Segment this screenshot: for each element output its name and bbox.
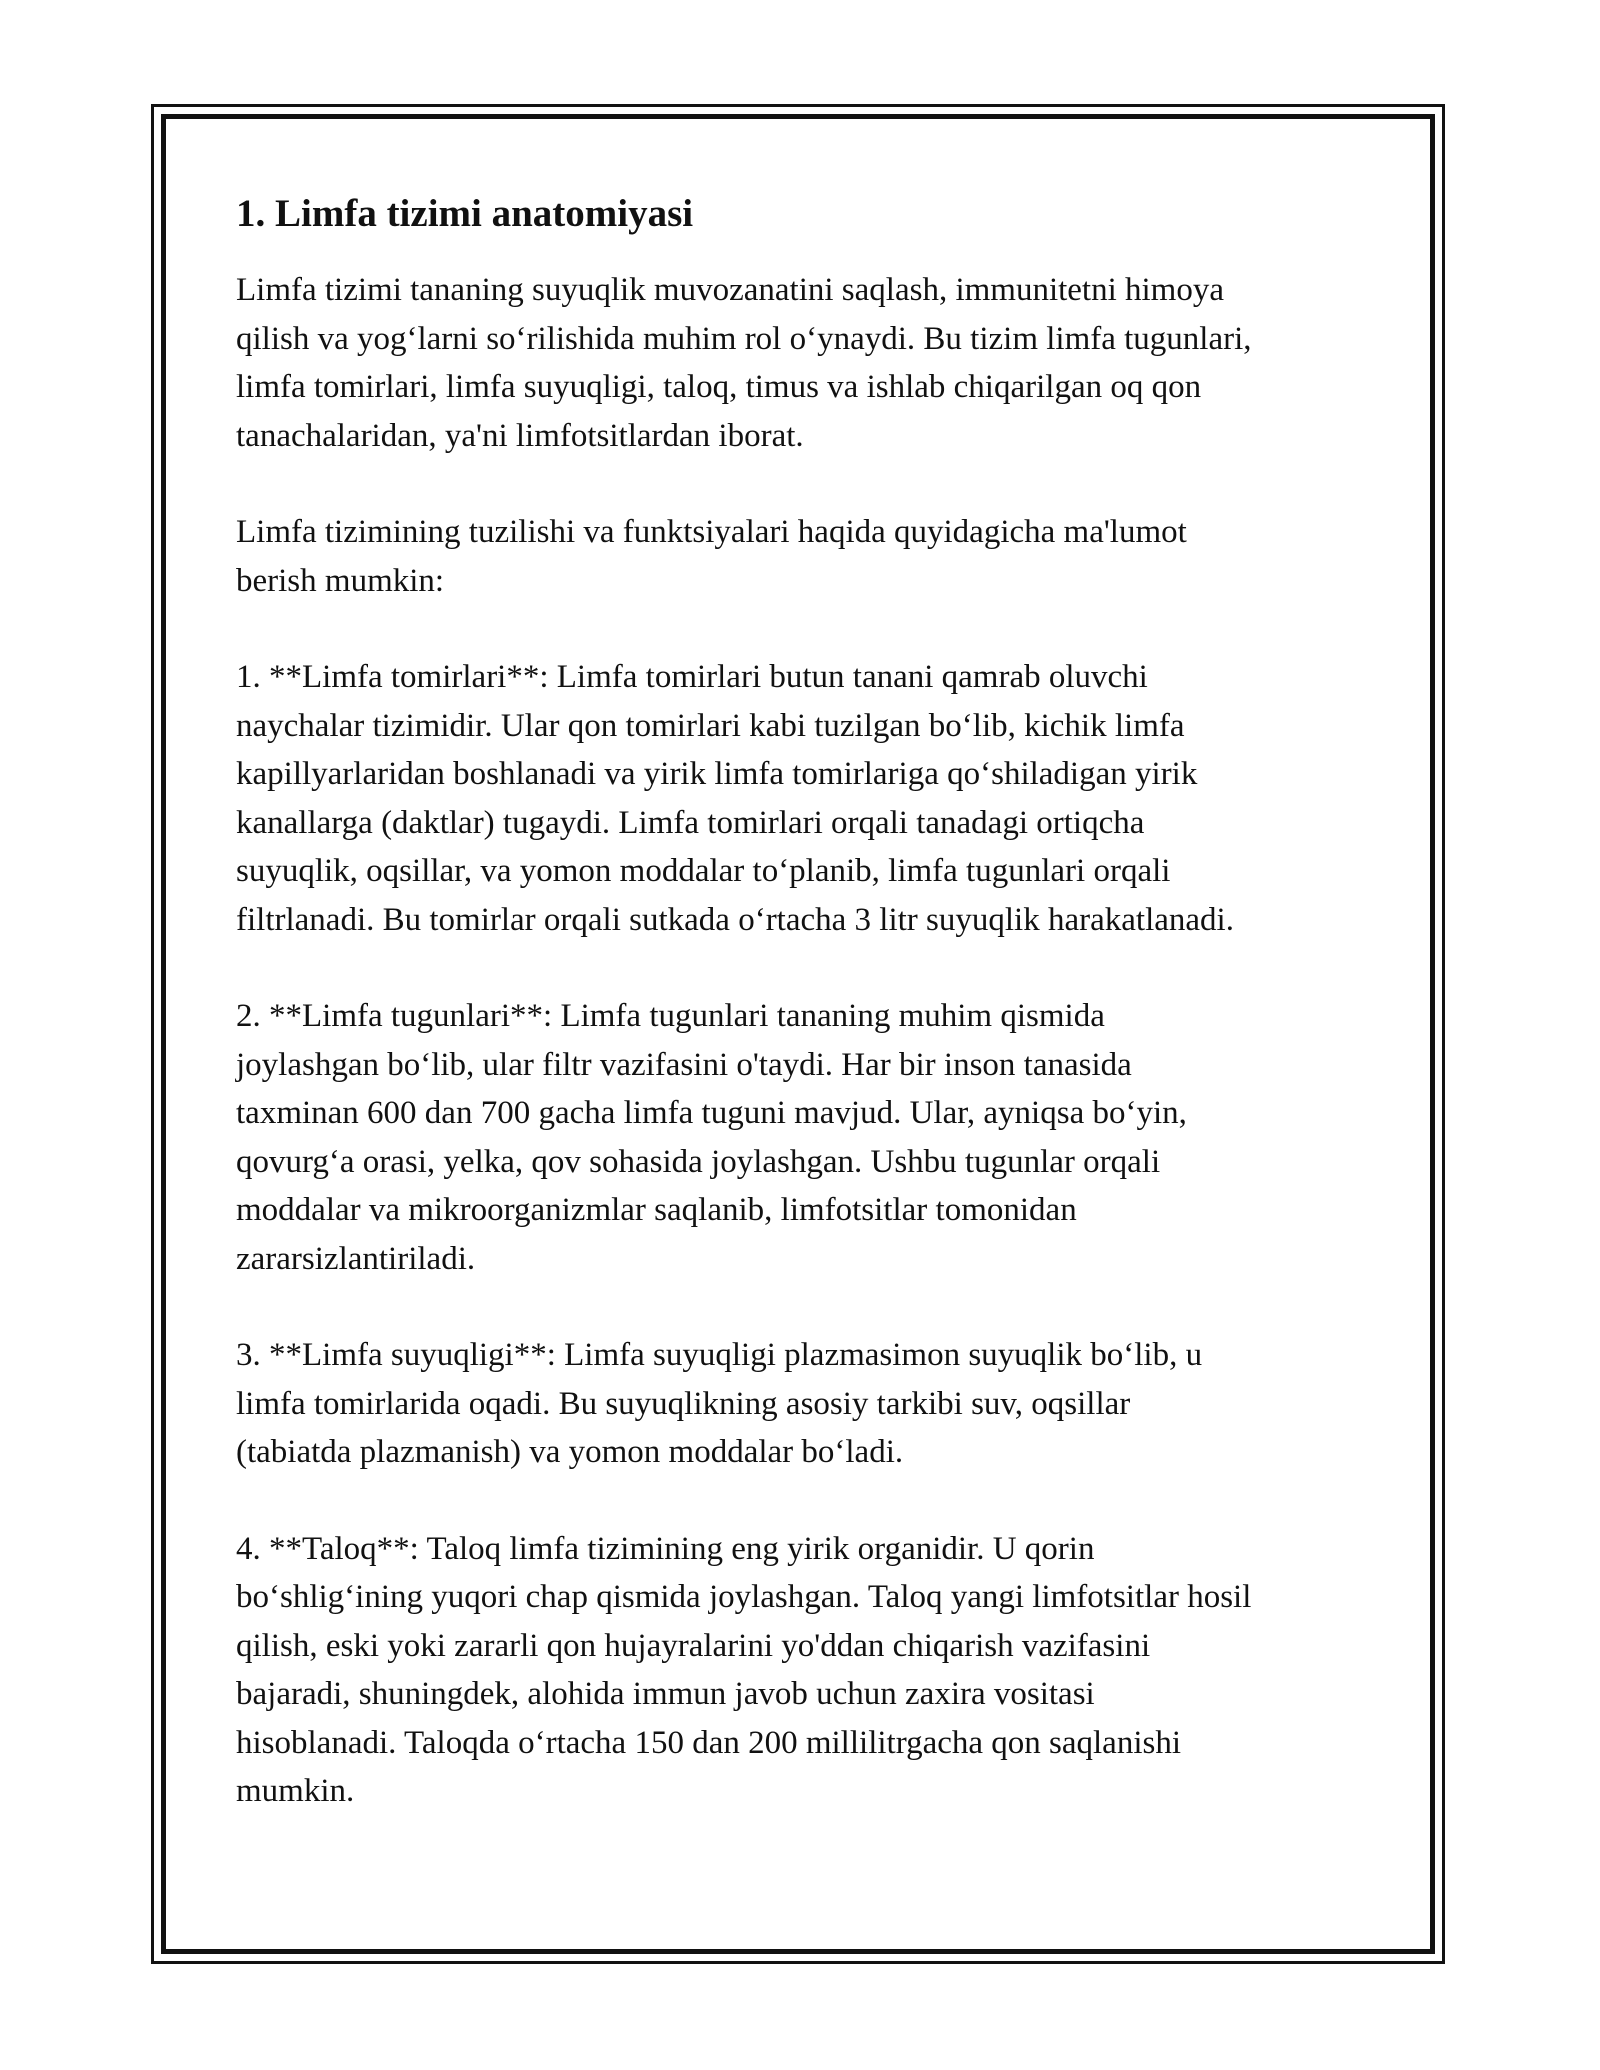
spleen-paragraph: 4. **Taloq**: Taloq limfa tizimining eng yirik organidir. U qorin bo‘shlig‘ining yuqori chap qismida joylashgan. Taloq yangi limfotsitlar hosil qilish, eski yoki zararli qon hujayralarini yo'ddan chiqarish vazifasini bajaradi, shuningdek, alohida immun javob uchun zaxira vositasi hisoblanadi. Taloqda o‘rtacha 150 dan 200 millilitrgacha qon saqlanishi mumkin. [236, 1530, 1252, 1809]
document-title: 1. Limfa tizimi anatomiyasi [236, 192, 694, 235]
lymph-fluid-paragraph: 3. **Limfa suyuqligi**: Limfa suyuqligi plazmasimon suyuqlik bo‘lib, u limfa tomirlarida oqadi. Bu suyuqlikning asosiy tarkibi suv, oqsillar (tabiatda plazmanish) va yomon moddalar bo‘ladi. [236, 1337, 1203, 1470]
lymph-nodes-paragraph: 2. **Limfa tugunlari**: Limfa tugunlari tananing muhim qismida joylashgan bo‘lib, ular filtr vazifasini o'taydi. Har bir inson tanasida taxminan 600 dan 700 gacha limfa tuguni mavjud. Ular, ayniqsa bo‘yin, qovurg‘a orasi, yelka, qov sohasida joylashgan. Ushbu tugunlar orqali moddalar va mikroorganizmlar saqlanib, limfotsitlar tomonidan zararsizlantiriladi. [236, 998, 1187, 1277]
intro-paragraph: Limfa tizimi tananing suyuqlik muvozanatini saqlash, immunitetni himoya qilish va yog‘larni so‘rilishida muhim rol o‘ynaydi. Bu tizim limfa tugunlari, limfa tomirlari, limfa suyuqligi, taloq, timus va ishlab chiqarilgan oq qon tanachalaridan, ya'ni limfotsitlardan iborat. [236, 272, 1252, 454]
lymph-vessels-paragraph: 1. **Limfa tomirlari**: Limfa tomirlari butun tanani qamrab oluvchi naychalar tizimidir. Ular qon tomirlari kabi tuzilgan bo‘lib, kichik limfa kapillyarlaridan boshlanadi va yirik limfa tomirlariga qo‘shiladigan yirik kanallarga (daktlar) tugaydi. Limfa tomirlari orqali tanadagi ortiqcha suyuqlik, oqsillar, va yomon moddalar to‘planib, limfa tugunlari orqali filtrlanadi. Bu tomirlar orqali sutkada o‘rtacha 3 litr suyuqlik harakatlanadi. [236, 659, 1234, 938]
document-body [236, 186, 1376, 1816]
structure-lead-paragraph: Limfa tizimining tuzilishi va funktsiyalari haqida quyidagicha ma'lumot berish mumkin: [236, 514, 1187, 599]
